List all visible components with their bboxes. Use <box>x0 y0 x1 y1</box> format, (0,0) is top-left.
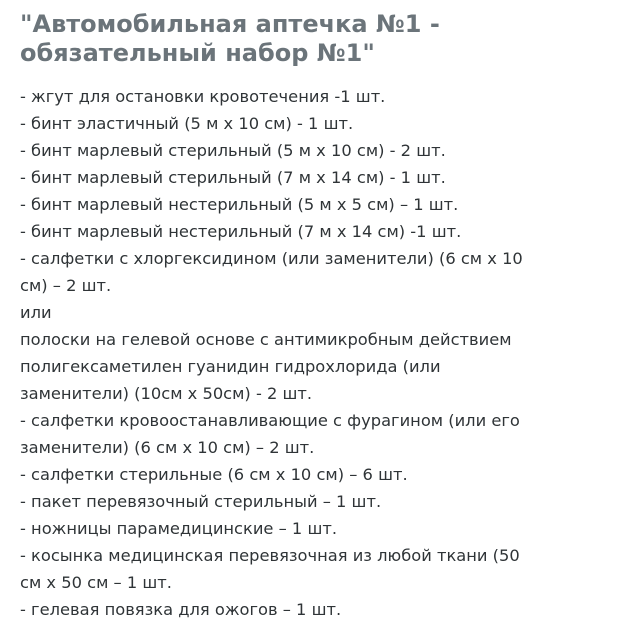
list-line: полоски на гелевой основе с антимикробным действием <box>20 330 512 349</box>
list-line: - салфетки с хлоргексидином (или заменители) (6 см х 10 <box>20 249 523 268</box>
list-line: - бинт марлевый стерильный (5 м х 10 см) - 2 шт. <box>20 141 446 160</box>
list-line: - салфетки стерильные (6 см х 10 см) – 6 шт. <box>20 465 408 484</box>
list-line: - бинт марлевый нестерильный (7 м х 14 см) -1 шт. <box>20 222 462 241</box>
list-line: - бинт марлевый нестерильный (5 м х 5 см) – 1 шт. <box>20 195 459 214</box>
list-line: заменители) (10см х 50см) - 2 шт. <box>20 384 313 403</box>
list-line: - жгут для остановки кровотечения -1 шт. <box>20 87 386 106</box>
list-line: см) – 2 шт. <box>20 276 112 295</box>
title-line-2: обязательный набор №1" <box>20 39 375 67</box>
list-line: заменители) (6 см х 10 см) – 2 шт. <box>20 438 315 457</box>
list-line: - гелевая повязка для ожогов – 1 шт. <box>20 600 342 619</box>
list-line: - пакет перевязочный стерильный – 1 шт. <box>20 492 382 511</box>
document-title <box>20 10 610 68</box>
list-line: - ножницы парамедицинские – 1 шт. <box>20 519 338 538</box>
title-line-1: "Автомобильная аптечка №1 - <box>20 10 440 38</box>
list-line: или <box>20 303 52 322</box>
first-aid-kit-list <box>20 83 615 623</box>
list-line: см х 50 см – 1 шт. <box>20 573 172 592</box>
list-line: - косынка медицинская перевязочная из любой ткани (50 <box>20 546 520 565</box>
list-line: - бинт эластичный (5 м х 10 см) - 1 шт. <box>20 114 354 133</box>
list-line: - салфетки кровоостанавливающие с фурагином (или его <box>20 411 520 430</box>
list-line: - бинт марлевый стерильный (7 м х 14 см) - 1 шт. <box>20 168 446 187</box>
list-line: полигексаметилен гуанидин гидрохлорида (или <box>20 357 441 376</box>
